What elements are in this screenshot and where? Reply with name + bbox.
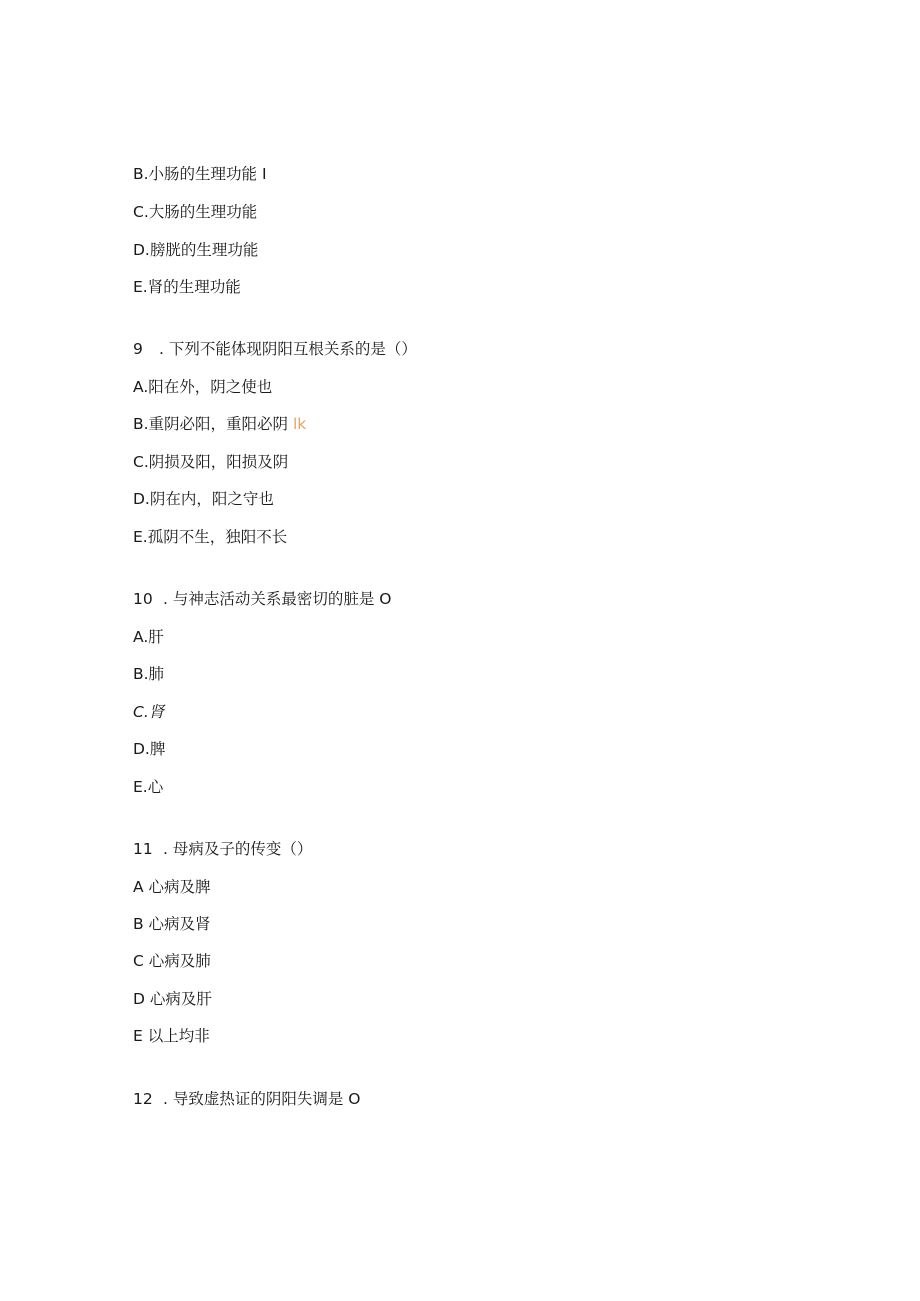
option-e: E.肾的生理功能 [133, 278, 241, 296]
question-text: . 下列不能体现阴阳互根关系的是（） [159, 340, 417, 358]
question-number: 12 [133, 1090, 153, 1108]
option-d: D.脾 [133, 740, 166, 758]
question-9 [133, 339, 417, 359]
option-e: E.孤阴不生，独阳不长 [133, 528, 288, 546]
option-c: C 心病及肺 [133, 952, 211, 970]
question-10 [133, 589, 391, 609]
option-b: B 心病及肾 [133, 915, 211, 933]
option-c: C.肾 [133, 703, 165, 721]
option-c: C.大肠的生理功能 [133, 203, 258, 221]
stray-mark: lk [293, 415, 307, 433]
question-number: 9 [133, 340, 143, 358]
question-12 [133, 1089, 360, 1109]
option-text: B.重阴必阳，重阳必阴 [133, 415, 289, 433]
question-11 [133, 839, 312, 859]
option-c: C.阴损及阳，阳损及阴 [133, 453, 289, 471]
option-b [133, 414, 306, 434]
option-d: D.膀胱的生理功能 [133, 241, 259, 259]
option-b: B.肺 [133, 665, 165, 683]
question-text: . 母病及子的传变（） [163, 840, 313, 858]
option-a: A 心病及脾 [133, 878, 211, 896]
option-e: E.心 [133, 778, 164, 796]
question-number: 10 [133, 590, 153, 608]
option-d: D 心病及肝 [133, 990, 212, 1008]
question-text: . 与神志活动关系最密切的脏是 O [163, 590, 392, 608]
option-b: B.小肠的生理功能 I [133, 165, 267, 183]
question-number: 11 [133, 840, 153, 858]
option-d: D.阴在内，阳之守也 [133, 490, 274, 508]
question-text: . 导致虚热证的阴阳失调是 O [163, 1090, 361, 1108]
option-a: A.肝 [133, 628, 164, 646]
option-e: E 以上均非 [133, 1027, 210, 1045]
option-a: A.阳在外，阴之使也 [133, 378, 273, 396]
